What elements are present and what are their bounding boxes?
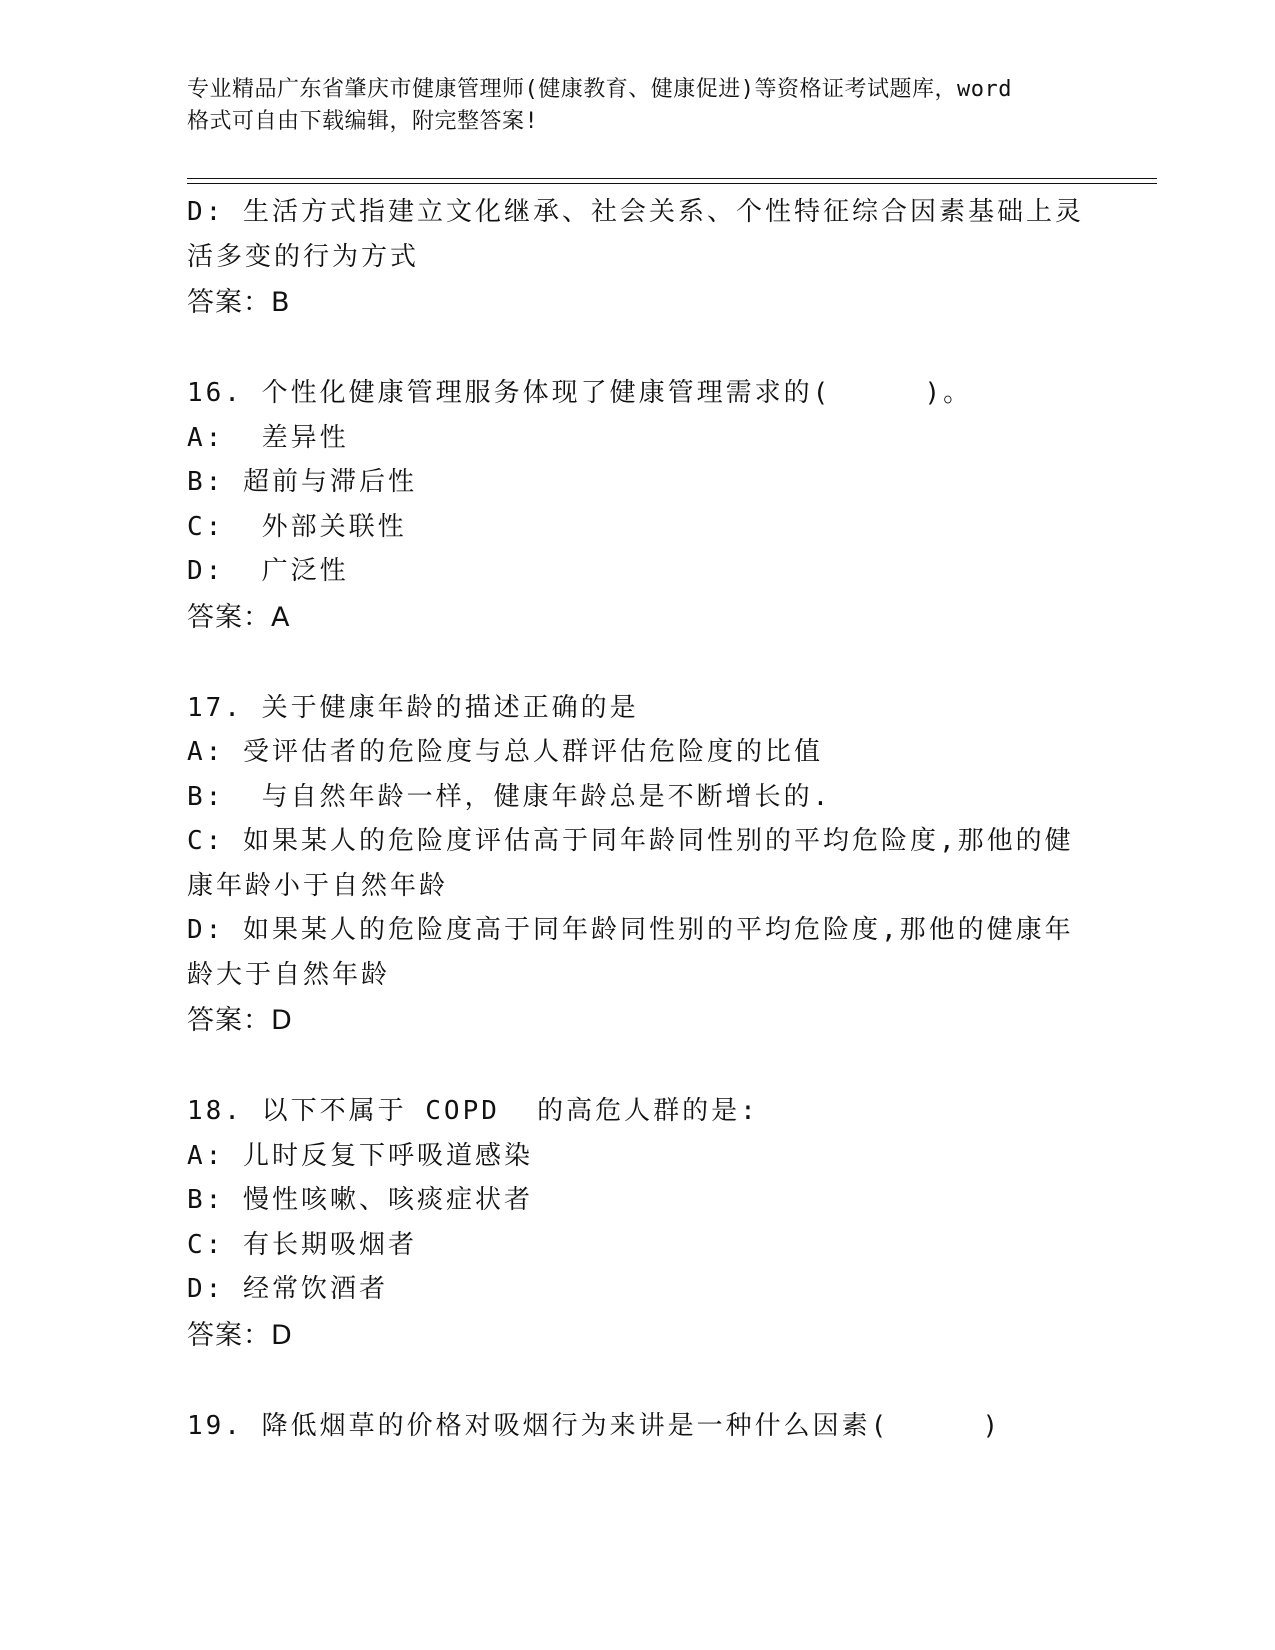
- option-a: A: 差异性: [187, 422, 349, 453]
- question-19: [187, 1404, 1087, 1449]
- question-text: 17. 关于健康年龄的描述正确的是: [187, 692, 639, 723]
- option-a: A: 受评估者的危险度与总人群评估危险度的比值: [187, 737, 823, 767]
- option-d-line-2: 活多变的行为方式: [187, 241, 420, 272]
- spacer: [187, 1360, 1087, 1404]
- option-b: B: 超前与滞后性: [187, 467, 417, 497]
- header-divider-top: [187, 178, 1157, 179]
- option-d: D: 广泛性: [187, 556, 349, 586]
- spacer: [187, 1045, 1087, 1089]
- option-c: C: 有长期吸烟者: [187, 1229, 417, 1260]
- question-18: [187, 1089, 1087, 1360]
- option-a: A: 儿时反复下呼吸道感染: [187, 1140, 533, 1171]
- option-d-line-1: D: 生活方式指建立文化继承、社会关系、个性特征综合因素基础上灵: [187, 197, 1084, 227]
- header-line-2: 格式可自由下载编辑，附完整答案!: [187, 109, 539, 134]
- header-line-1: 专业精品广东省肇庆市健康管理师(健康教育、健康促进)等资格证考试题库，word: [187, 77, 1012, 102]
- answer-line: 答案：B: [187, 287, 291, 318]
- question-16: [187, 371, 1087, 642]
- option-c-line-2: 康年龄小于自然年龄: [187, 870, 449, 901]
- question-text: 19. 降低烟草的价格对吸烟行为来讲是一种什么因素( ): [187, 1410, 1002, 1441]
- answer-line: 答案：D: [187, 1319, 293, 1351]
- option-c-line-1: C: 如果某人的危险度评估高于同年龄同性别的平均危险度,那他的健: [187, 826, 1074, 856]
- option-b: B: 与自然年龄一样，健康年龄总是不断增长的.: [187, 781, 832, 812]
- option-d-line-2: 龄大于自然年龄: [187, 959, 391, 990]
- option-d-line-1: D: 如果某人的危险度高于同年龄同性别的平均危险度,那他的健康年: [187, 915, 1074, 945]
- question-17: [187, 686, 1087, 1046]
- header-divider-bottom: [187, 183, 1157, 184]
- question-content: [187, 190, 1087, 1448]
- spacer: [187, 327, 1087, 371]
- question-15-tail: [187, 190, 1087, 327]
- answer-line: 答案：A: [187, 601, 291, 633]
- option-c: C: 外部关联性: [187, 511, 407, 542]
- option-b: B: 慢性咳嗽、咳痰症状者: [187, 1185, 533, 1215]
- page-header: [187, 74, 1087, 138]
- spacer: [187, 642, 1087, 686]
- answer-line: 答案：D: [187, 1005, 293, 1036]
- option-d: D: 经常饮酒者: [187, 1274, 388, 1304]
- question-text: 18. 以下不属于 COPD 的高危人群的是:: [187, 1096, 759, 1126]
- question-text: 16. 个性化健康管理服务体现了健康管理需求的( )。: [187, 378, 973, 408]
